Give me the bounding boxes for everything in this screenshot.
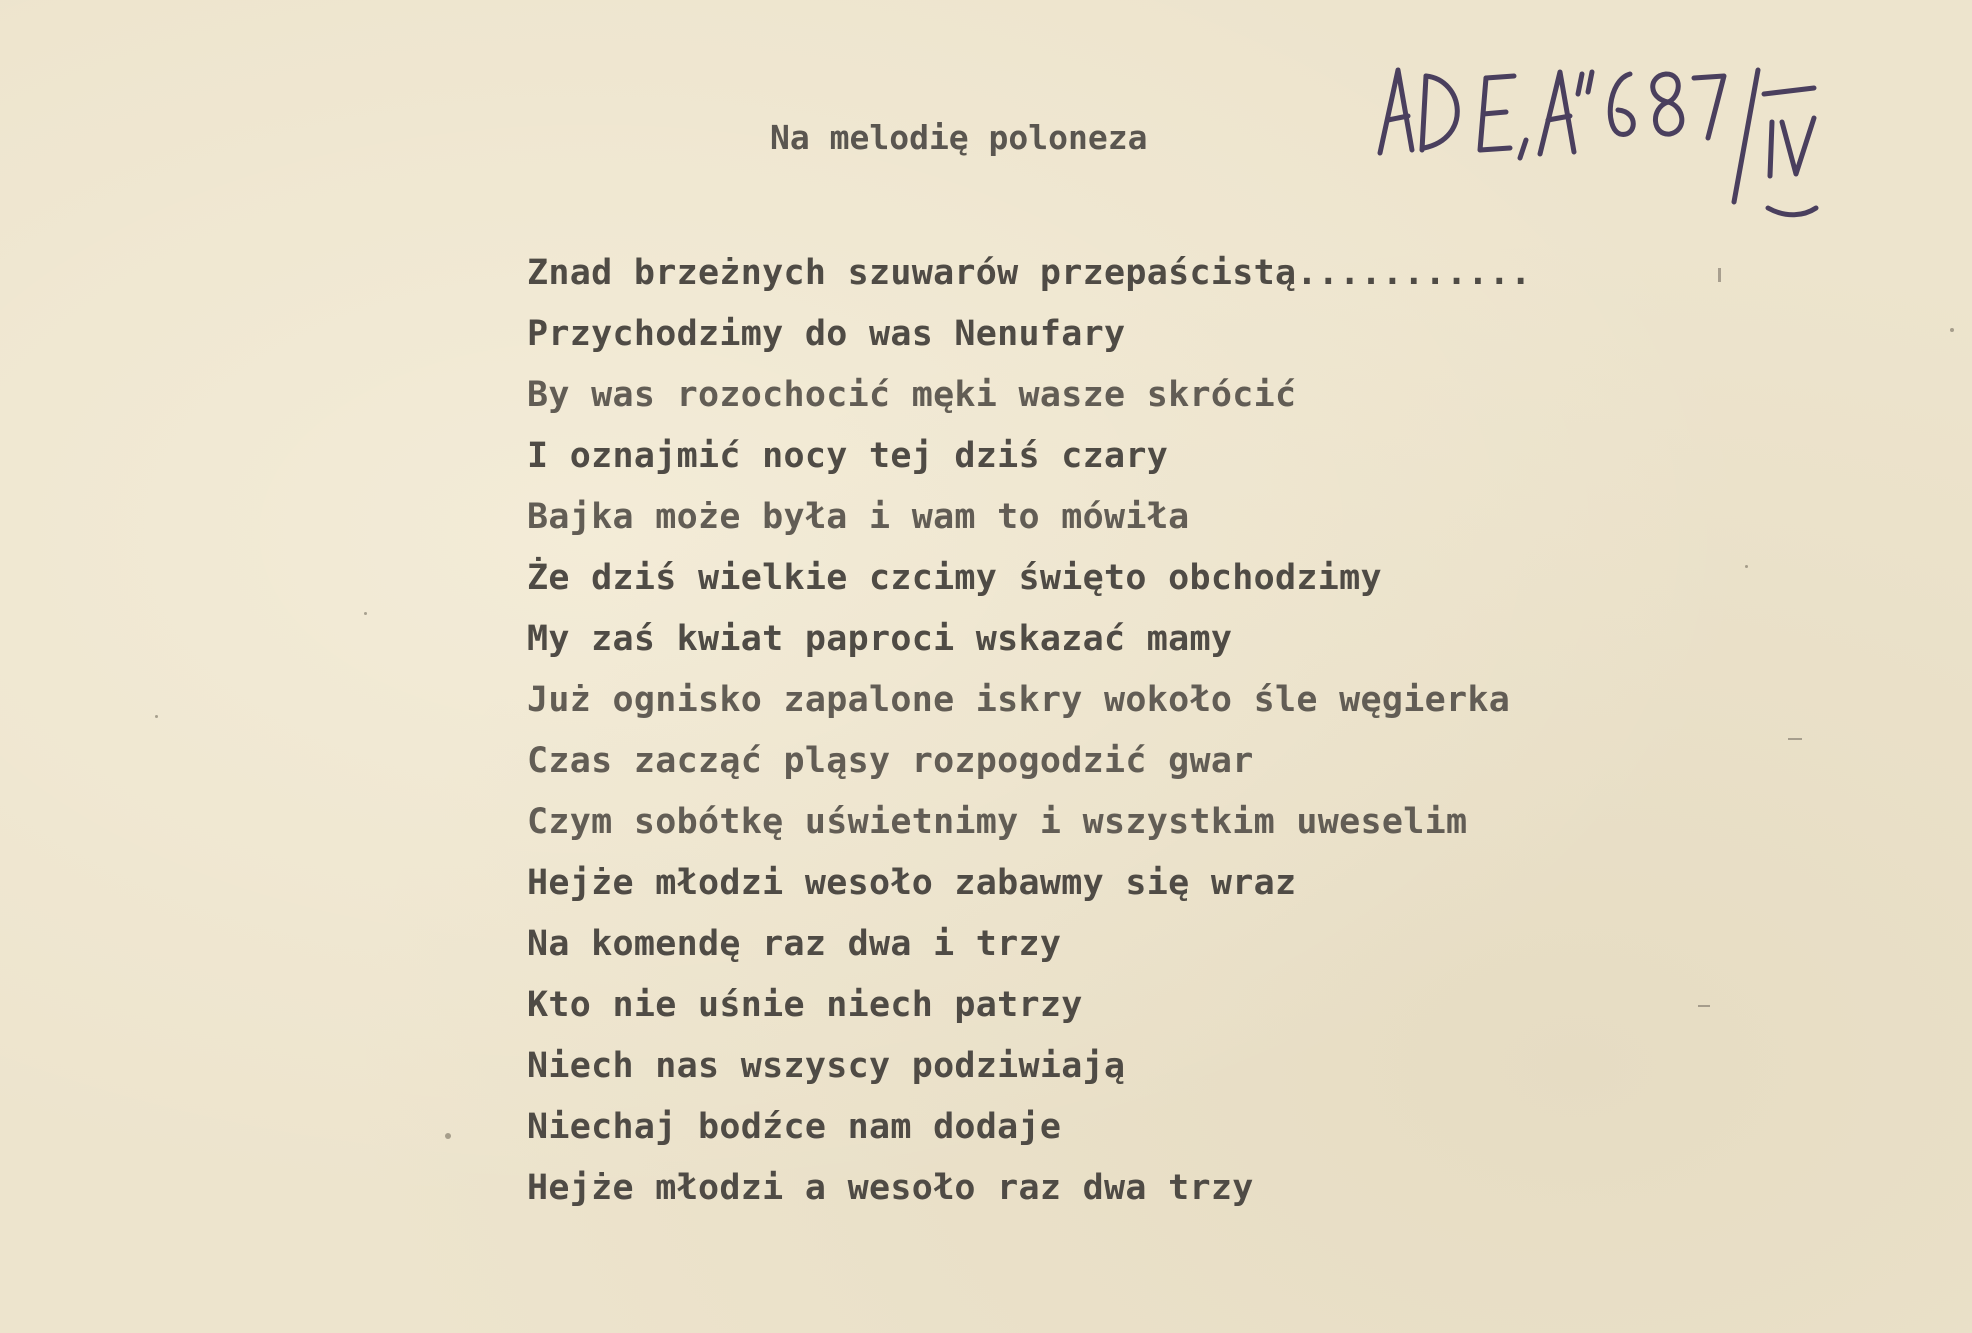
paper-mark (1698, 1005, 1710, 1007)
poem-line: Niech nas wszyscy podziwiają (527, 1046, 1126, 1086)
poem-line: Znad brzeżnych szuwarów przepaścistą........... (527, 253, 1532, 293)
poem-line: Że dziś wielkie czcimy święto obchodzimy (527, 558, 1382, 598)
poem-line: Na komendę raz dwa i trzy (527, 924, 1062, 964)
document-title: Na melodię poloneza (770, 118, 1148, 157)
poem-line: Już ognisko zapalone iskry wokoło śle węgierka (527, 680, 1511, 720)
paper-speck (445, 1133, 451, 1139)
poem-line: Czym sobótkę uświetnimy i wszystkim uweselim (527, 802, 1468, 842)
paper-speck (364, 612, 367, 615)
poem-line: Przychodzimy do was Nenufary (527, 314, 1126, 354)
poem-text (527, 243, 1531, 1219)
poem-line: I oznajmić nocy tej dziś czary (527, 436, 1169, 476)
paper-speck (155, 715, 158, 718)
poem-line: By was rozochocić męki wasze skrócić (527, 375, 1297, 415)
poem-line: My zaś kwiat paproci wskazać mamy (527, 619, 1233, 659)
poem-line: Bajka może była i wam to mówiła (527, 497, 1190, 537)
paper-mark (1718, 268, 1721, 282)
archive-signature (1368, 58, 1838, 228)
paper-mark (1788, 738, 1802, 740)
poem-line: Czas zacząć pląsy rozpogodzić gwar (527, 741, 1254, 781)
paper-speck (1950, 328, 1954, 332)
poem-line: Hejże młodzi wesoło zabawmy się wraz (527, 863, 1297, 903)
poem-line: Kto nie uśnie niech patrzy (527, 985, 1083, 1025)
paper-speck (1745, 565, 1748, 568)
poem-line: Hejże młodzi a wesoło raz dwa trzy (527, 1168, 1254, 1208)
poem-line: Niechaj bodźce nam dodaje (527, 1107, 1062, 1147)
